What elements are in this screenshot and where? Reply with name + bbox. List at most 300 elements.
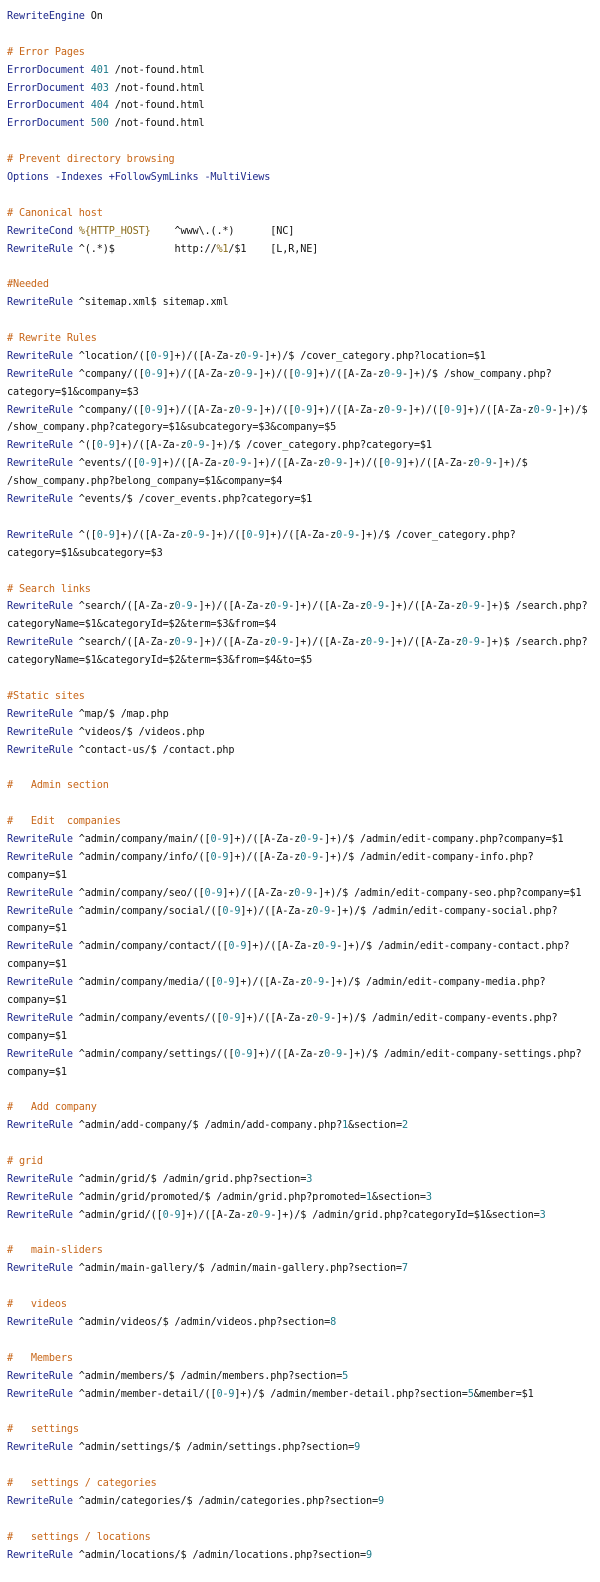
text-token: ^admin/main-gallery/$ /admin/main-gallery.php?section= (72, 1263, 402, 1275)
text-token: ]+)/([A-Za-z (401, 458, 474, 470)
code-line (7, 1493, 597, 1511)
code-line (7, 62, 597, 80)
number-token: 9 (354, 1442, 361, 1454)
number-token: 0-9 (210, 833, 229, 845)
directive-token: RewriteRule (7, 494, 73, 506)
text-token: ^admin/company/contact/([ (72, 941, 229, 953)
number-token: 0-9 (216, 977, 235, 989)
number-token: 0-9 (294, 404, 313, 416)
directive-token: RewriteRule (7, 350, 73, 362)
number-token: 0-9 (174, 637, 193, 649)
number-token: 0-9 (312, 905, 331, 917)
comment-line (7, 1242, 597, 1260)
text-token: -]+)/$ /show_company.php? (401, 368, 552, 380)
number-token: 0-9 (294, 368, 313, 380)
text-token: ^search/([A-Za-z (72, 637, 175, 649)
code-line (7, 706, 597, 724)
text-token: company=$1 (7, 959, 67, 971)
text-token: ]+)/([A-Za-z (162, 404, 235, 416)
blank-line (7, 1511, 597, 1529)
number-token: 0-9 (144, 404, 163, 416)
blank-line (7, 1457, 597, 1475)
directive-token: RewriteCond (7, 225, 73, 237)
number-token: 0-9 (234, 1048, 253, 1060)
directive-token: RewriteRule (7, 1495, 73, 1507)
number-token: 401 (90, 64, 109, 76)
number-token: 0-9 (294, 887, 313, 899)
directive-token: RewriteRule (7, 404, 73, 416)
variable-token: %1 (216, 243, 229, 255)
number-token: 0-9 (186, 529, 205, 541)
text-token: -]+)/([A-Za-z (246, 458, 325, 470)
comment-line (7, 1296, 597, 1314)
text-token: ^www\.(.*) [NC] (150, 225, 295, 237)
number-token: 0-9 (270, 637, 289, 649)
comment-line (7, 1099, 597, 1117)
text-token: ^events/$ /cover_events.php?category=$1 (72, 494, 313, 506)
number-token: 3 (425, 1191, 432, 1203)
comment-line (7, 44, 597, 62)
text-token: On (84, 11, 103, 22)
text-token: ^contact-us/$ /contact.php (72, 744, 235, 756)
directive-token: RewriteRule (7, 905, 73, 917)
code-line (7, 366, 597, 384)
directive-token: RewriteRule (7, 1191, 73, 1203)
number-token: 0-9 (300, 833, 319, 845)
comment-line (7, 813, 597, 831)
blank-line (7, 1225, 597, 1243)
text-token: ]+)/([A-Za-z (114, 529, 187, 541)
text-token: ^admin/categories/$ /admin/categories.php?section= (72, 1495, 378, 1507)
blank-line (7, 1332, 597, 1350)
text-token: /not-found.html (108, 100, 205, 112)
text-token: ^events/([ (72, 458, 139, 470)
text-token: /show_company.php?belong_company=$1&company=$4 (7, 476, 283, 488)
text-token: -]+)/$ /admin/edit-company-settings.php? (342, 1048, 582, 1060)
code-line (7, 974, 597, 992)
code-line (7, 294, 597, 312)
number-token: 0-9 (234, 368, 253, 380)
blank-line (7, 1135, 597, 1153)
number-token: 5 (342, 1370, 349, 1382)
code-line (7, 437, 597, 455)
code-line (7, 831, 597, 849)
text-token: -]+)/$ /admin/grid.php?categoryId=$1&section= (270, 1209, 540, 1221)
text-token: ^admin/locations/$ /admin/locations.php?section= (72, 1549, 367, 1561)
text-token: -]+)/([ (204, 529, 247, 541)
htaccess-code-listing (7, 8, 597, 1564)
text-token: ]+)/([A-Za-z (252, 1048, 325, 1060)
number-token: 1 (366, 1191, 372, 1203)
text-token: categoryName=$1&categoryId=$2&term=$3&from=$4&to=$5 (7, 655, 313, 667)
text-token: -]+)/([ (342, 458, 385, 470)
number-token: 1 (342, 1120, 349, 1132)
text-token: ]+)/([A-Za-z (228, 833, 301, 845)
text-token: ^admin/company/social/([ (72, 905, 223, 917)
number-token: 0-9 (318, 941, 337, 953)
text-token: -]+)/([A-Za-z (384, 637, 462, 649)
text-token: ]+)/([A-Za-z (222, 887, 295, 899)
number-token: 7 (401, 1263, 408, 1275)
code-line (7, 384, 597, 402)
comment-token: # Admin section (7, 780, 109, 792)
blank-line (7, 312, 597, 330)
code-line (7, 80, 597, 98)
comment-token: # Prevent directory browsing (7, 154, 175, 166)
blank-line (7, 563, 597, 581)
directive-token: RewriteRule (7, 1388, 73, 1400)
text-token: ^admin/grid/promoted/$ /admin/grid.php?promoted= (72, 1191, 367, 1203)
text-token: ]+)/([A-Za-z (246, 941, 319, 953)
number-token: 0-9 (228, 941, 247, 953)
code-line (7, 527, 597, 545)
number-token: 0-9 (240, 350, 259, 362)
code-line (7, 1439, 597, 1457)
text-token: &member=$1 (473, 1388, 534, 1400)
code-line (7, 1064, 597, 1082)
number-token: 2 (401, 1120, 408, 1132)
text-token: ]+)/([A-Za-z (168, 350, 241, 362)
text-token: ^sitemap.xml$ sitemap.xml (72, 297, 229, 309)
number-token: 0-9 (150, 350, 169, 362)
code-line (7, 169, 597, 187)
text-token: -]+)/$ /admin/edit-company-social.php? (330, 905, 558, 917)
directive-token: ErrorDocument (7, 118, 85, 130)
number-token: 0-9 (473, 458, 492, 470)
text-token: ^admin/company/settings/([ (72, 1048, 235, 1060)
number-token: 0-9 (186, 440, 205, 452)
number-token: 0-9 (210, 851, 229, 863)
code-line (7, 634, 597, 652)
text-token: ^admin/settings/$ /admin/settings.php?section= (72, 1442, 355, 1454)
comment-token: # Canonical host (7, 207, 103, 219)
directive-token: RewriteRule (7, 744, 73, 756)
text-token: ^location/([ (72, 350, 151, 362)
blank-line (7, 759, 597, 777)
number-token: 404 (90, 100, 109, 112)
blank-line (7, 1278, 597, 1296)
text-token: -]+)/$ /admin/edit-company-media.php? (324, 977, 546, 989)
number-token: 0-9 (96, 440, 115, 452)
code-line (7, 1386, 597, 1404)
comment-line (7, 151, 597, 169)
comment-line (7, 1529, 597, 1547)
directive-token: RewriteRule (7, 368, 73, 380)
code-line (7, 491, 597, 509)
directive-token: RewriteRule (7, 1012, 73, 1024)
text-token: -]+)/([A-Za-z (384, 601, 462, 613)
text-token: ]+)/([A-Za-z (312, 404, 385, 416)
directive-token: RewriteRule (7, 1048, 73, 1060)
comment-token: # main-sliders (7, 1245, 103, 1257)
number-token: 0-9 (336, 529, 355, 541)
directive-token: RewriteRule (7, 458, 73, 470)
directive-token: RewriteRule (7, 1370, 73, 1382)
number-token: 0-9 (384, 368, 402, 380)
text-token: -]+)/([A-Za-z (288, 637, 367, 649)
variable-token: %{HTTP_HOST} (78, 225, 151, 237)
text-token: ]+)/([A-Za-z (180, 1209, 253, 1221)
text-token: -]+)/$ /cover_category.php? (354, 529, 516, 541)
number-token: 0-9 (246, 529, 265, 541)
number-token: 0-9 (300, 851, 319, 863)
code-line (7, 115, 597, 133)
number-token: 9 (366, 1549, 372, 1561)
comment-line (7, 1475, 597, 1493)
comment-token: # grid (7, 1156, 43, 1167)
text-token: -]+)/([A-Za-z (192, 601, 271, 613)
code-line (7, 1117, 597, 1135)
text-token: company=$1 (7, 1066, 67, 1078)
number-token: 0-9 (324, 1048, 343, 1060)
text-token: /not-found.html (108, 64, 205, 76)
number-token: 0-9 (443, 404, 462, 416)
comment-token: # settings / locations (7, 1531, 151, 1543)
code-line (7, 956, 597, 974)
directive-token: RewriteRule (7, 529, 73, 541)
text-token: -]+)/$ /admin/edit-company-seo.php?company=$1 (312, 887, 582, 899)
directive-token: RewriteEngine (7, 11, 85, 22)
text-token: -]+)/([A-Za-z (288, 601, 367, 613)
code-line (7, 724, 597, 742)
comment-line (7, 205, 597, 223)
text-token: categoryName=$1&categoryId=$2&term=$3&from=$4 (7, 619, 277, 631)
code-line (7, 1368, 597, 1386)
directive-token: RewriteRule (7, 708, 73, 720)
number-token: 0-9 (234, 404, 253, 416)
number-token: 5 (467, 1388, 474, 1400)
text-token: ^admin/videos/$ /admin/videos.php?section= (72, 1317, 331, 1329)
text-token: -]+)/([ (252, 404, 295, 416)
code-line (7, 402, 597, 420)
text-token: company=$1 (7, 1030, 67, 1042)
text-token: ^admin/company/main/([ (72, 833, 211, 845)
comment-token: # Members (7, 1352, 73, 1364)
code-line (7, 938, 597, 956)
text-token: ^admin/members/$ /admin/members.php?section= (72, 1370, 343, 1382)
code-line (7, 97, 597, 115)
blank-line (7, 795, 597, 813)
code-line (7, 348, 597, 366)
text-token: -]+)$ /search.php? (479, 601, 588, 613)
comment-token: # Add company (7, 1102, 97, 1114)
code-line (7, 473, 597, 491)
text-token: ^admin/company/events/([ (72, 1012, 223, 1024)
comment-line (7, 1153, 597, 1171)
text-token: -]+)/$ (491, 458, 528, 470)
code-line (7, 616, 597, 634)
comment-line (7, 688, 597, 706)
directive-token: RewriteRule (7, 977, 73, 989)
text-token: ]+)/([A-Za-z (114, 440, 187, 452)
comment-token: # Rewrite Rules (7, 333, 97, 345)
directive-token: RewriteRule (7, 1442, 73, 1454)
text-token: ]+)/([A-Za-z (228, 851, 301, 863)
number-token: 0-9 (366, 601, 384, 613)
text-token: ]+)/([A-Za-z (156, 458, 229, 470)
directive-token: RewriteRule (7, 601, 73, 613)
code-line (7, 920, 597, 938)
number-token: 0-9 (324, 458, 343, 470)
text-token: /show_company.php?category=$1&subcategory=$3&company=$5 (7, 422, 337, 434)
number-token: 0-9 (533, 404, 552, 416)
directive-token: ErrorDocument (7, 100, 85, 112)
text-token: ]+)/([A-Za-z (312, 368, 385, 380)
code-line (7, 992, 597, 1010)
text-token: ^admin/member-detail/([ (72, 1388, 217, 1400)
text-token: -]+)/([ (401, 404, 444, 416)
text-token: ^admin/company/info/([ (72, 851, 211, 863)
text-token: /$1 [L,R,NE] (228, 243, 319, 255)
code-line (7, 455, 597, 473)
number-token: 0-9 (228, 458, 247, 470)
code-line (7, 1260, 597, 1278)
number-token: 8 (330, 1317, 337, 1329)
text-token: ^admin/company/media/([ (72, 977, 217, 989)
number-token: 500 (90, 118, 109, 130)
number-token: 0-9 (252, 1209, 271, 1221)
text-token: ^search/([A-Za-z (72, 601, 175, 613)
text-token: ]+)/([A-Za-z (240, 905, 313, 917)
blank-line (7, 187, 597, 205)
blank-line (7, 133, 597, 151)
text-token: -]+)/([ (252, 368, 295, 380)
text-token: -]+)/([A-Za-z (192, 637, 271, 649)
comment-line (7, 777, 597, 795)
directive-token: Options -Indexes +FollowSymLinks -MultiViews (7, 172, 271, 184)
number-token: 0-9 (312, 1012, 331, 1024)
text-token: /not-found.html (108, 118, 205, 130)
directive-token: RewriteRule (7, 726, 73, 738)
text-token: &section= (372, 1191, 426, 1203)
blank-line (7, 670, 597, 688)
code-line (7, 223, 597, 241)
directive-token: RewriteRule (7, 1120, 73, 1132)
text-token: ]+)/([A-Za-z (461, 404, 534, 416)
text-token: -]+)/$ /cover_category.php?location=$1 (258, 350, 486, 362)
directive-token: RewriteRule (7, 851, 73, 863)
comment-token: # Search links (7, 583, 91, 595)
directive-token: RewriteRule (7, 297, 73, 309)
blank-line (7, 509, 597, 527)
number-token: 0-9 (222, 905, 241, 917)
code-line (7, 1547, 597, 1565)
number-token: 0-9 (366, 637, 384, 649)
code-line (7, 598, 597, 616)
text-token: -]+)/$ /cover_category.php?category=$1 (204, 440, 432, 452)
text-token: ]+)/$ /admin/member-detail.php?section= (234, 1388, 468, 1400)
text-token: ^([ (72, 529, 97, 541)
directive-token: RewriteRule (7, 1549, 73, 1561)
comment-token: # videos (7, 1299, 67, 1311)
number-token: 3 (539, 1209, 546, 1221)
number-token: 403 (90, 82, 109, 94)
code-line (7, 1171, 597, 1189)
code-line (7, 1207, 597, 1225)
text-token: -]+)/$ (551, 404, 588, 416)
code-line (7, 867, 597, 885)
number-token: 0-9 (384, 458, 402, 470)
code-line (7, 1028, 597, 1046)
code-line (7, 885, 597, 903)
number-token: 0-9 (270, 601, 289, 613)
text-token: category=$1&company=$3 (7, 386, 139, 398)
comment-token: #Needed (7, 279, 49, 291)
comment-line (7, 276, 597, 294)
number-token: 0-9 (174, 601, 193, 613)
number-token: 0-9 (222, 1012, 241, 1024)
text-token: ^company/([ (72, 404, 145, 416)
comment-token: # Edit companies (7, 816, 121, 828)
text-token: ^company/([ (72, 368, 145, 380)
directive-token: RewriteRule (7, 440, 73, 452)
code-line (7, 1010, 597, 1028)
directive-token: RewriteRule (7, 1317, 73, 1329)
comment-token: # settings (7, 1424, 79, 1436)
text-token: ^admin/add-company/$ /admin/add-company.php? (72, 1120, 343, 1132)
directive-token: RewriteRule (7, 887, 73, 899)
blank-line (7, 1403, 597, 1421)
directive-token: RewriteRule (7, 637, 73, 649)
code-line (7, 241, 597, 259)
number-token: 0-9 (204, 887, 223, 899)
text-token: ^(.*)$ http:// (72, 243, 217, 255)
comment-line (7, 1350, 597, 1368)
code-line (7, 545, 597, 563)
comment-line (7, 581, 597, 599)
text-token: company=$1 (7, 994, 67, 1006)
number-token: 0-9 (216, 1388, 235, 1400)
comment-token: # settings / categories (7, 1478, 157, 1490)
number-token: 0-9 (138, 458, 157, 470)
code-line (7, 742, 597, 760)
text-token: company=$1 (7, 869, 67, 881)
number-token: 0-9 (162, 1209, 181, 1221)
directive-token: RewriteRule (7, 243, 73, 255)
text-token: &section= (348, 1120, 402, 1132)
text-token: -]+)/$ /admin/edit-company-events.php? (330, 1012, 558, 1024)
number-token: 0-9 (384, 404, 402, 416)
text-token: ^admin/grid/([ (72, 1209, 163, 1221)
number-token: 9 (377, 1495, 384, 1507)
text-token: -]+)$ /search.php? (479, 637, 588, 649)
text-token: /not-found.html (108, 82, 205, 94)
directive-token: RewriteRule (7, 941, 73, 953)
blank-line (7, 258, 597, 276)
blank-line (7, 1081, 597, 1099)
number-token: 0-9 (144, 368, 163, 380)
text-token: company=$1 (7, 923, 67, 935)
blank-line (7, 26, 597, 44)
number-token: 0-9 (306, 977, 325, 989)
directive-token: ErrorDocument (7, 82, 85, 94)
code-line (7, 1314, 597, 1332)
number-token: 3 (306, 1173, 313, 1185)
comment-token: # Error Pages (7, 46, 85, 58)
directive-token: RewriteRule (7, 1263, 73, 1275)
text-token: -]+)/$ /admin/edit-company-contact.php? (336, 941, 570, 953)
directive-token: RewriteRule (7, 1209, 73, 1221)
text-token: ^videos/$ /videos.php (72, 726, 205, 738)
text-token: ]+)/([A-Za-z (234, 977, 307, 989)
text-token: category=$1&subcategory=$3 (7, 547, 163, 559)
text-token: ^([ (72, 440, 97, 452)
text-token: ]+)/([A-Za-z (264, 529, 337, 541)
text-token: ^admin/company/seo/([ (72, 887, 205, 899)
text-token: ]+)/([A-Za-z (240, 1012, 313, 1024)
code-line (7, 1189, 597, 1207)
text-token: -]+)/$ /admin/edit-company.php?company=$1 (318, 833, 564, 845)
